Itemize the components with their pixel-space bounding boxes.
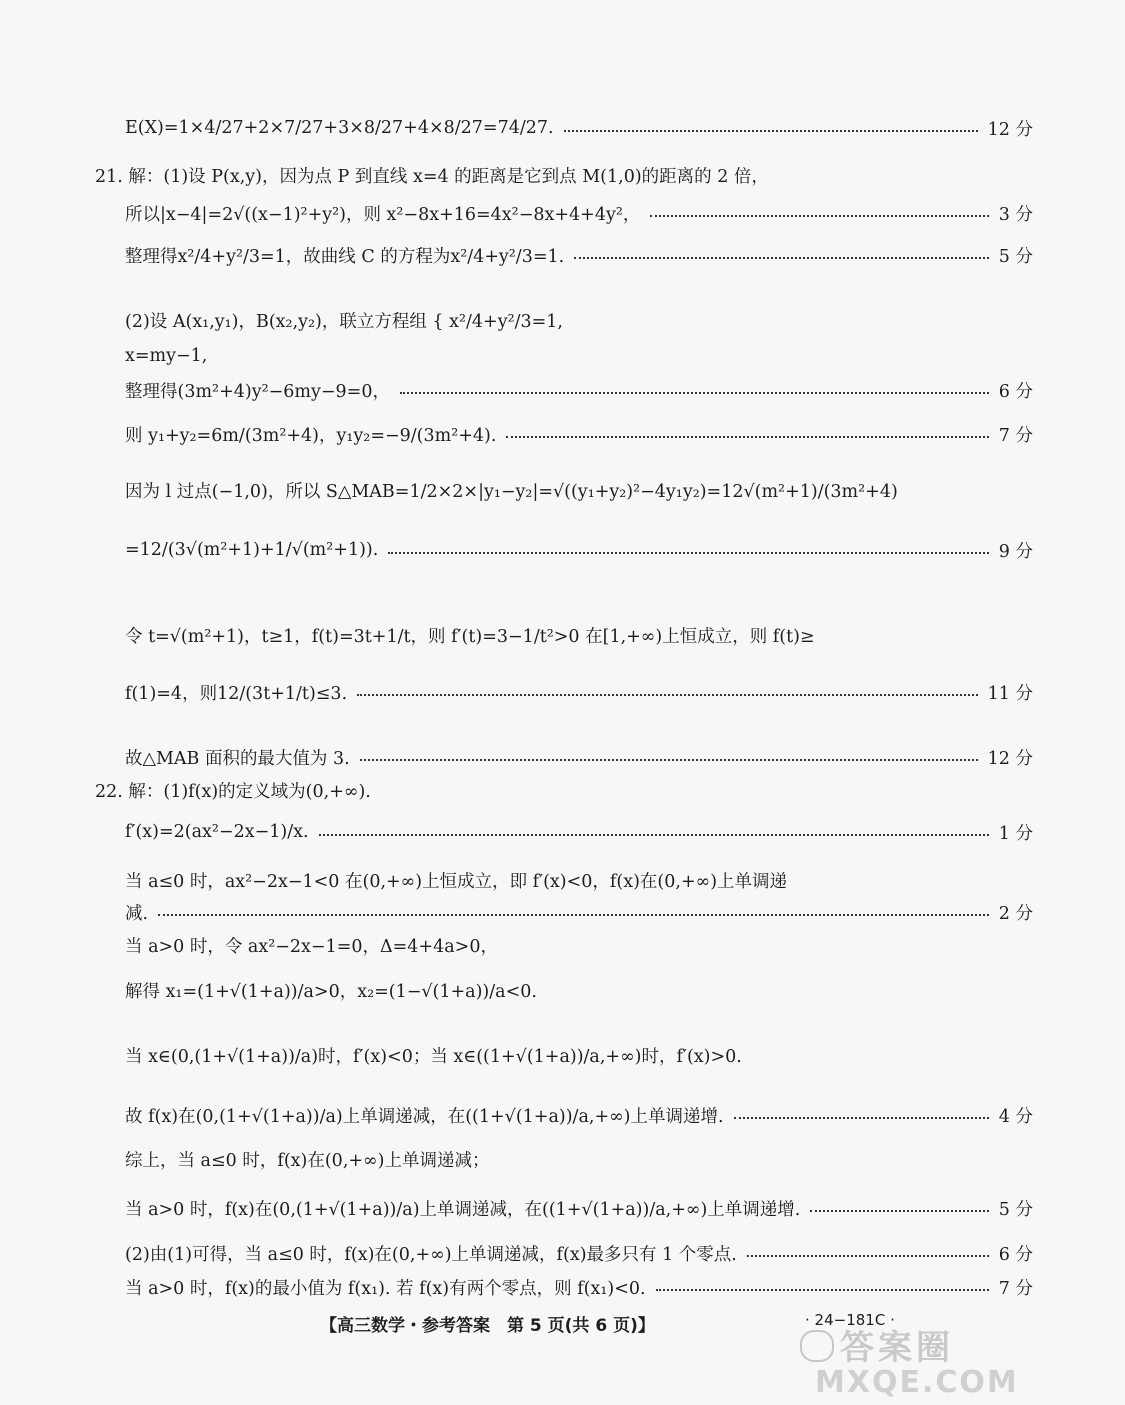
- line-text: 因为 l 过点(−1,0)，所以 S△MAB=1/2×2×|y₁−y₂|=√((y₁+y₂)²−4y₁y₂)=12√(m²+1)/(3m²+4): [125, 481, 898, 502]
- score-label: 12 分: [987, 119, 1033, 140]
- leader-dots: [360, 759, 978, 761]
- line-text: 故△MAB 面积的最大值为 3.: [125, 748, 350, 769]
- line-text: 当 a>0 时，f(x)在(0,(1+√(1+a))/a)上单调递减，在((1+√(1+a))/a,+∞)上单调递增.: [125, 1199, 801, 1220]
- line-text: 当 a≤0 时，ax²−2x−1<0 在(0,+∞)上恒成立，即 f′(x)<0，f(x)在(0,+∞)上单调递: [125, 871, 788, 892]
- line-text: 整理得x²/4+y²/3=1，故曲线 C 的方程为x²/4+y²/3=1.: [125, 246, 565, 267]
- answer-line: [0, 108, 1125, 148]
- leader-dots: [574, 257, 989, 259]
- answer-line: [0, 1035, 1125, 1075]
- score-label: 6 分: [998, 1244, 1033, 1265]
- leader-dots: [650, 215, 988, 217]
- answer-line: [0, 414, 1125, 454]
- line-text: 当 a>0 时，令 ax²−2x−1=0，Δ=4+4a>0，: [125, 936, 498, 957]
- line-text: 当 a>0 时，f(x)的最小值为 f(x₁). 若 f(x)有两个零点，则 f(x₁)<0.: [125, 1278, 646, 1299]
- answer-line: [0, 672, 1125, 712]
- answer-line: [0, 155, 1095, 195]
- answer-line: [0, 970, 1125, 1010]
- answer-line: [0, 1095, 1125, 1135]
- leader-dots: [357, 694, 978, 696]
- score-label: 7 分: [998, 1278, 1033, 1299]
- answer-line: [0, 925, 1125, 965]
- leader-dots: [506, 436, 988, 438]
- line-text: 令 t=√(m²+1)，t≥1，f(t)=3t+1/t，则 f′(t)=3−1/t²>0 在[1,+∞)上恒成立，则 f(t)≥: [125, 626, 815, 647]
- leader-dots: [734, 1117, 989, 1119]
- line-text: 解得 x₁=(1+√(1+a))/a>0，x₂=(1−√(1+a))/a<0.: [125, 981, 537, 1002]
- line-text: E(X)=1×4/27+2×7/27+3×8/27+4×8/27=74/27.: [125, 118, 554, 138]
- footer-page-info: 【高三数学・参考答案 第 5 页(共 6 页)】: [320, 1316, 655, 1336]
- answer-line: [0, 530, 1125, 570]
- leader-dots: [319, 834, 989, 836]
- answer-line: [0, 1188, 1125, 1228]
- answer-line: [0, 1139, 1125, 1179]
- watermark: [800, 1320, 1019, 1405]
- score-label: 3 分: [998, 204, 1033, 225]
- score-label: 5 分: [998, 1199, 1033, 1220]
- score-label: 6 分: [998, 381, 1033, 402]
- answer-line: [0, 1267, 1125, 1307]
- line-text: 整理得(3m²+4)y²−6my−9=0，: [125, 381, 390, 402]
- line-text: x=my−1,: [125, 346, 208, 366]
- leader-dots: [564, 130, 978, 132]
- line-text: =12/(3√(m²+1)+1/√(m²+1)).: [125, 540, 379, 560]
- score-label: 7 分: [998, 425, 1033, 446]
- watermark-top-text: 答案圈: [840, 1328, 954, 1368]
- score-label: 4 分: [998, 1106, 1033, 1127]
- answer-line: [0, 812, 1125, 852]
- leader-dots: [400, 392, 989, 394]
- line-text: (2)由(1)可得，当 a≤0 时，f(x)在(0,+∞)上单调递减，f(x)最多只有 1 个零点.: [125, 1244, 737, 1265]
- line-text: f′(x)=2(ax²−2x−1)/x.: [125, 822, 309, 842]
- answer-line: [0, 193, 1125, 233]
- leader-dots: [388, 552, 988, 554]
- line-text: 21. 解：(1)设 P(x,y)，因为点 P 到直线 x=4 的距离是它到点 M(1,0)的距离的 2 倍，: [95, 166, 769, 187]
- score-label: 11 分: [987, 683, 1033, 704]
- score-label: 2 分: [998, 903, 1033, 924]
- score-label: 1 分: [998, 823, 1033, 844]
- score-label: 12 分: [987, 748, 1033, 769]
- answer-line: [0, 770, 1095, 810]
- line-text: 当 x∈(0,(1+√(1+a))/a)时，f′(x)<0；当 x∈((1+√(1+a))/a,+∞)时，f′(x)>0.: [125, 1046, 742, 1067]
- watermark-icon: [800, 1330, 834, 1362]
- score-label: 9 分: [998, 541, 1033, 562]
- line-text: 故 f(x)在(0,(1+√(1+a))/a)上单调递减，在((1+√(1+a))/a,+∞)上单调递增.: [125, 1106, 724, 1127]
- watermark-bottom-text: MXQE.COM: [815, 1365, 1019, 1400]
- footer-code: · 24−181C ·: [805, 1311, 895, 1329]
- line-text: 所以|x−4|=2√((x−1)²+y²)，则 x²−8x+16=4x²−8x+4+4y²，: [125, 204, 641, 225]
- leader-dots: [747, 1255, 989, 1257]
- line-text: f(1)=4，则12/(3t+1/t)≤3.: [125, 683, 348, 704]
- line-text: 减.: [125, 903, 149, 924]
- line-text: 则 y₁+y₂=6m/(3m²+4)，y₁y₂=−9/(3m²+4).: [125, 425, 497, 446]
- line-text: (2)设 A(x₁,y₁)，B(x₂,y₂)，联立方程组 { x²/4+y²/3=1,: [125, 311, 563, 332]
- leader-dots: [158, 914, 989, 916]
- answer-line: [0, 235, 1125, 275]
- answer-line: [0, 300, 1125, 340]
- leader-dots: [656, 1289, 989, 1291]
- answer-line: [0, 470, 1125, 510]
- line-text: 22. 解：(1)f(x)的定义域为(0,+∞).: [95, 781, 371, 802]
- score-label: 5 分: [998, 246, 1033, 267]
- leader-dots: [810, 1210, 988, 1212]
- line-text: 综上，当 a≤0 时，f(x)在(0,+∞)上单调递减；: [125, 1150, 490, 1171]
- answer-line: [0, 370, 1125, 410]
- answer-line: [0, 615, 1125, 655]
